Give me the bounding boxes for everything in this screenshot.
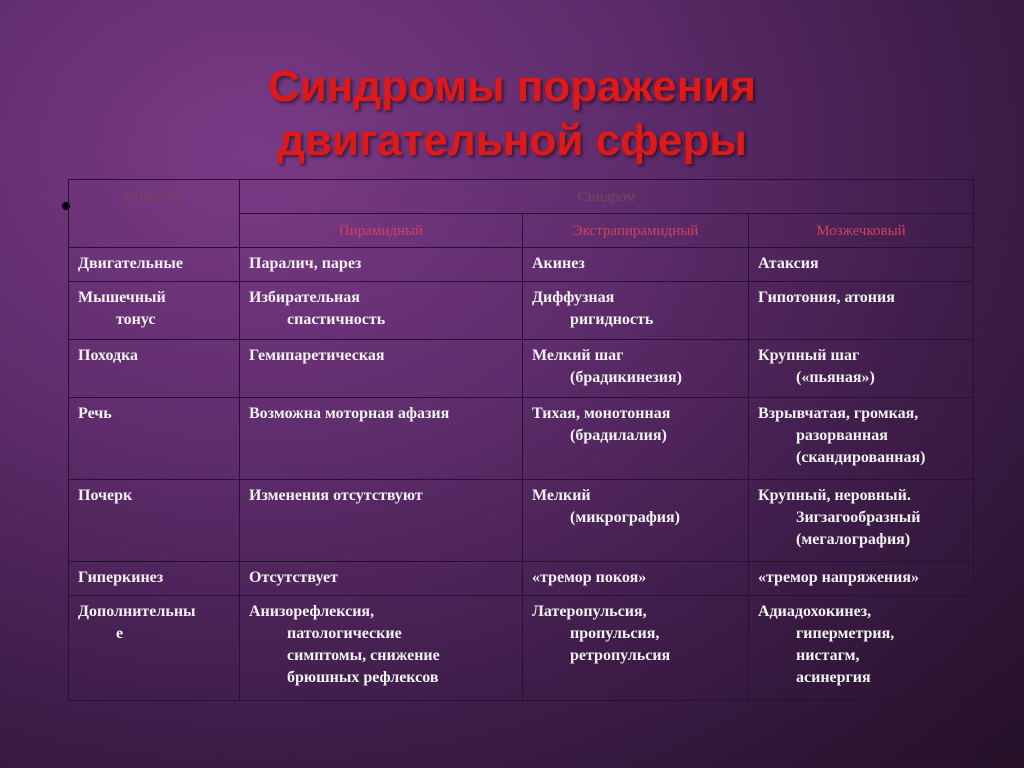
- cell-text: Речь: [78, 405, 112, 422]
- slide-title-line-2: двигательной сферы: [277, 116, 747, 165]
- cell-text: Отсутствует: [249, 569, 338, 586]
- cell-symptom: [69, 596, 240, 701]
- cell-pyramidal: [240, 562, 523, 596]
- cell-text: Дополнительны: [78, 603, 196, 620]
- cell-extrapyramidal: [523, 480, 749, 562]
- cell-text: Мелкий: [532, 487, 591, 504]
- cell-text: («пьяная»): [796, 369, 875, 386]
- cell-text: Крупный шаг: [758, 347, 860, 364]
- cell-cerebellar: [749, 596, 974, 701]
- cell-extrapyramidal: [523, 282, 749, 340]
- cell-text: е: [116, 625, 124, 642]
- table-row: [69, 596, 974, 701]
- cell-symptom: [69, 340, 240, 398]
- table-row: [69, 248, 974, 282]
- cell-cerebellar: [749, 248, 974, 282]
- cell-pyramidal: [240, 596, 523, 701]
- cell-text: брюшных рефлексов: [287, 669, 439, 686]
- cell-text: симптомы, снижение: [287, 647, 440, 664]
- cell-symptom: [69, 562, 240, 596]
- cell-text: Гиперкинез: [78, 569, 164, 586]
- cell-symptom: [69, 480, 240, 562]
- cell-text: ригидность: [570, 311, 654, 328]
- cell-text: Возможна моторная афазия: [249, 405, 450, 422]
- cell-text: разорванная: [796, 427, 888, 444]
- cell-text: Почерк: [78, 487, 133, 504]
- cell-cerebellar: [749, 480, 974, 562]
- cell-text: Взрывчатая, громкая,: [758, 405, 919, 422]
- cell-text: (мегалография): [796, 531, 911, 548]
- cell-text: Изменения отсутствуют: [249, 487, 423, 504]
- cell-text: Атаксия: [758, 255, 819, 272]
- cell-cerebellar: [749, 282, 974, 340]
- header-cerebellar: Мозжечковый: [749, 214, 974, 248]
- slide-title-line-1: Синдромы поражения: [267, 62, 757, 111]
- cell-text: Избирательная: [249, 289, 360, 306]
- cell-symptom: [69, 398, 240, 480]
- cell-text: патологические: [287, 625, 402, 642]
- cell-text: гиперметрия,: [796, 625, 895, 642]
- cell-text: Адиадохокинез,: [758, 603, 872, 620]
- table-row: [69, 340, 974, 398]
- cell-text: (микрография): [570, 509, 680, 526]
- table-row: [69, 480, 974, 562]
- cell-text: Гемипаретическая: [249, 347, 385, 364]
- slide-title: [0, 60, 1024, 168]
- cell-pyramidal: [240, 282, 523, 340]
- header-syndrome: Синдром: [240, 180, 974, 214]
- table-row: [69, 562, 974, 596]
- cell-text: Двигательные: [78, 255, 183, 272]
- cell-pyramidal: [240, 398, 523, 480]
- cell-text: «тремор покоя»: [532, 569, 647, 586]
- cell-text: Латеропульсия,: [532, 603, 647, 620]
- cell-pyramidal: [240, 340, 523, 398]
- cell-text: нистагм,: [796, 647, 860, 664]
- cell-text: (брадилалия): [570, 427, 667, 444]
- cell-text: Крупный, неровный.: [758, 487, 911, 504]
- cell-cerebellar: [749, 562, 974, 596]
- cell-cerebellar: [749, 398, 974, 480]
- header-row: [69, 180, 974, 214]
- cell-extrapyramidal: [523, 596, 749, 701]
- header-extrapyramidal: Экстрапирамидный: [523, 214, 749, 248]
- cell-text: пропульсия,: [570, 625, 660, 642]
- cell-text: Мелкий шаг: [532, 347, 624, 364]
- cell-cerebellar: [749, 340, 974, 398]
- table-row: [69, 398, 974, 480]
- cell-text: (скандированная): [796, 449, 926, 466]
- cell-pyramidal: [240, 480, 523, 562]
- cell-text: асинергия: [796, 669, 871, 686]
- cell-text: «тремор напряжения»: [758, 569, 920, 586]
- cell-text: Анизорефлексия,: [249, 603, 375, 620]
- cell-text: Паралич, парез: [249, 255, 362, 272]
- cell-text: Диффузная: [532, 289, 615, 306]
- cell-extrapyramidal: [523, 398, 749, 480]
- syndromes-table: [68, 179, 974, 701]
- table-row: [69, 282, 974, 340]
- cell-text: тонус: [116, 311, 156, 328]
- cell-text: спастичность: [287, 311, 386, 328]
- cell-extrapyramidal: [523, 562, 749, 596]
- cell-text: Тихая, монотонная: [532, 405, 671, 422]
- cell-text: Мышечный: [78, 289, 166, 306]
- cell-text: Акинез: [532, 255, 585, 272]
- cell-symptom: [69, 282, 240, 340]
- cell-text: Гипотония, атония: [758, 289, 895, 306]
- cell-extrapyramidal: [523, 248, 749, 282]
- header-symptom: Симптом: [69, 180, 240, 248]
- cell-text: ретропульсия: [570, 647, 671, 664]
- cell-pyramidal: [240, 248, 523, 282]
- header-pyramidal: Пирамидный: [240, 214, 523, 248]
- cell-text: Зигзагообразный: [796, 509, 921, 526]
- cell-extrapyramidal: [523, 340, 749, 398]
- cell-text: Походка: [78, 347, 139, 364]
- cell-text: (брадикинезия): [570, 369, 682, 386]
- cell-symptom: [69, 248, 240, 282]
